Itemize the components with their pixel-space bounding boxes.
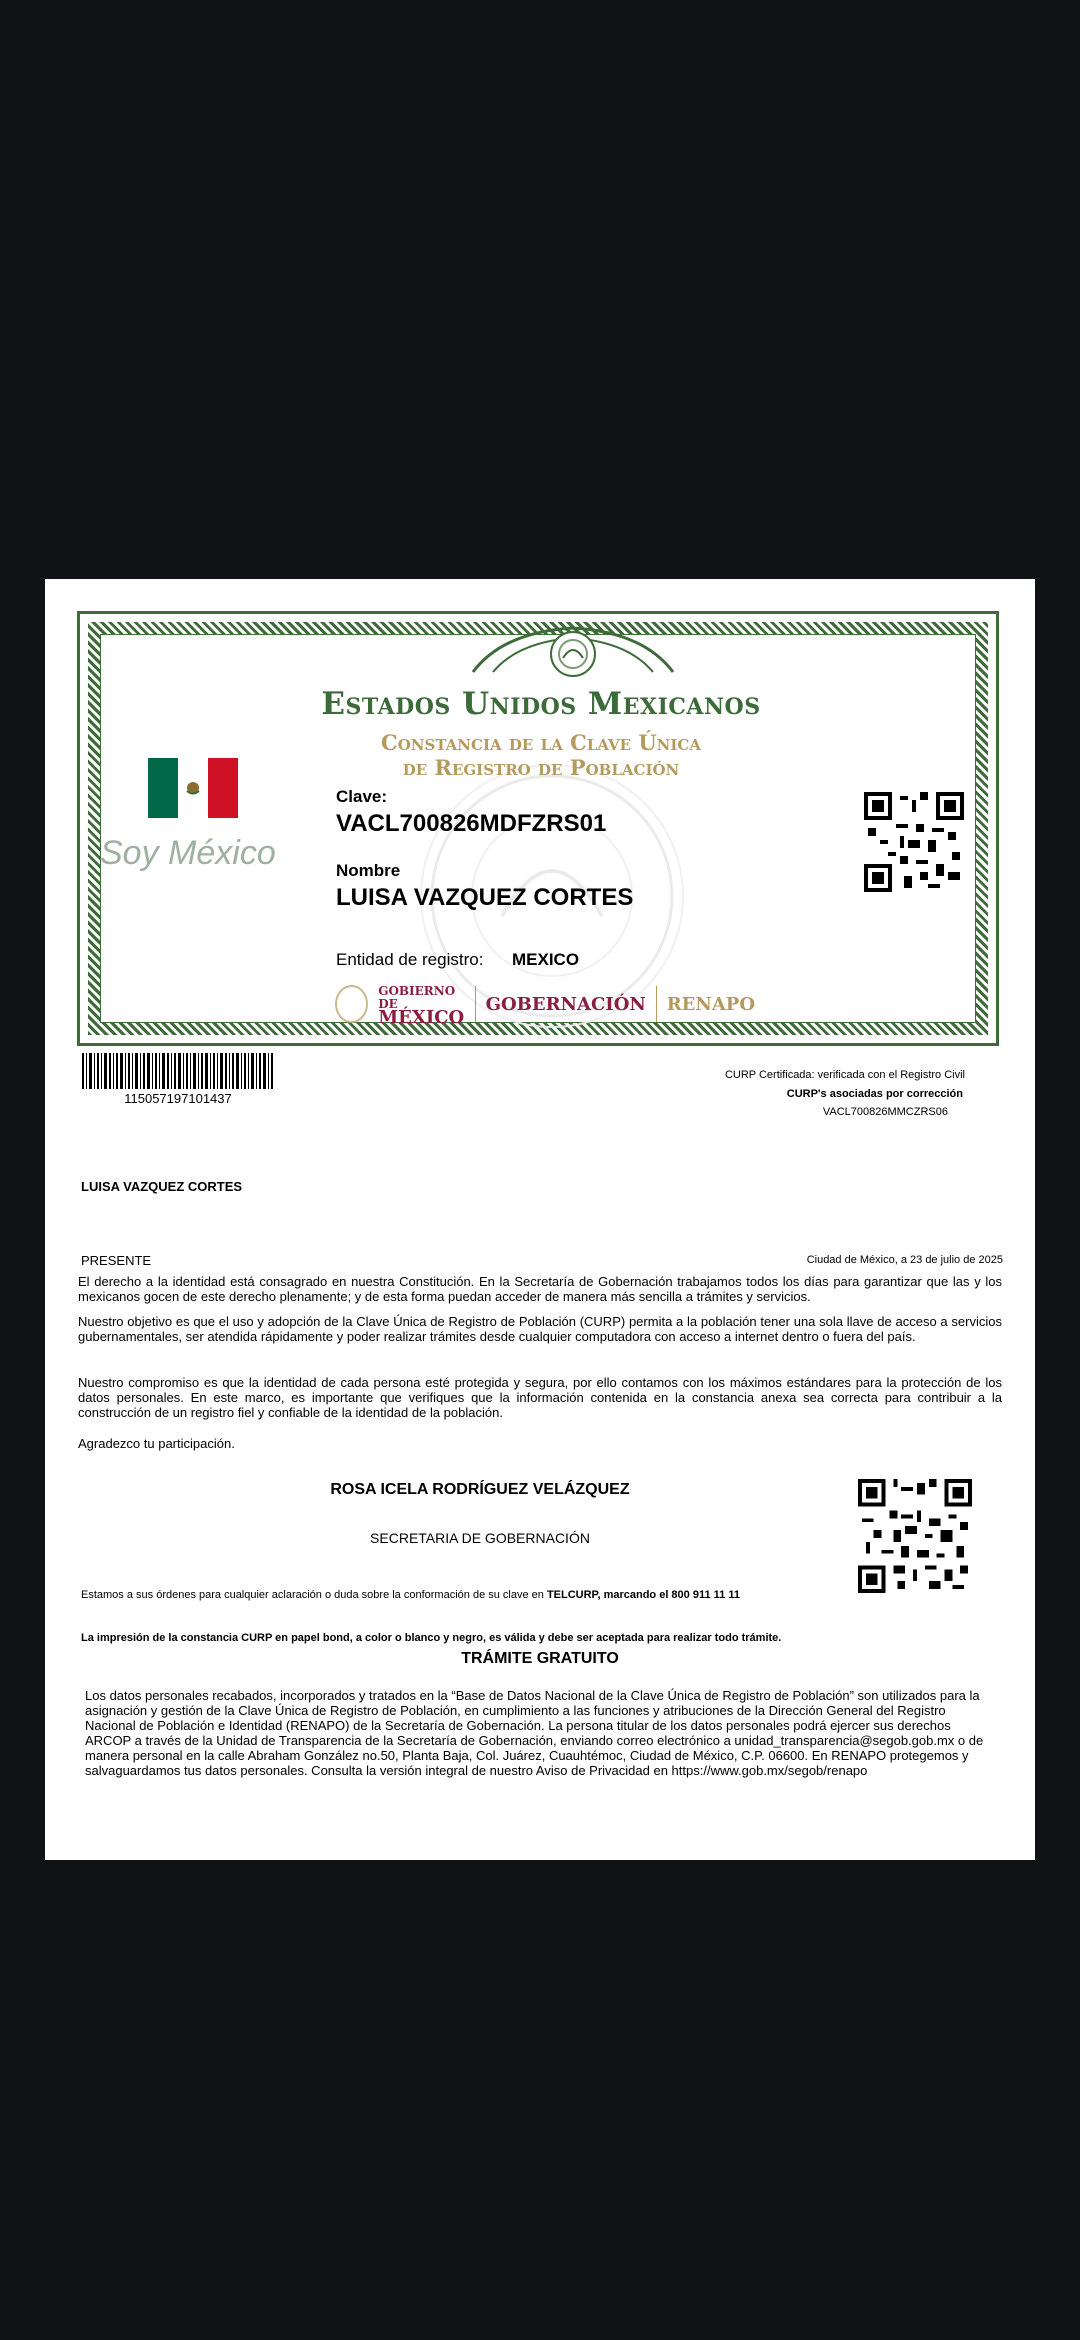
logo-divider	[656, 986, 657, 1022]
certificate-frame	[77, 611, 999, 1046]
nombre-label: Nombre	[336, 861, 401, 880]
clave-label: Clave:	[336, 787, 388, 806]
letter-paragraph: Nuestro objetivo es que el uso y adopción de la Clave Única de Registro de Población (CURP) permita a la población tener una sola llave de acceso a servicios gubernamentales, ser atendida rápidamente y poder realizar trámites desde cualquier computadora con acceso a internet dentro o fuera del país.	[78, 1314, 1002, 1344]
certification-status: CURP Certificada: verificada con el Registro Civil	[724, 1069, 965, 1081]
gobierno-de-mexico-logo: GOBIERNO DE MÉXICO	[378, 983, 465, 1028]
signature-qr-code	[858, 1479, 972, 1593]
nombre-value: LUISA VAZQUEZ CORTES	[336, 884, 634, 911]
soy-mexico-slogan: Soy México	[100, 834, 276, 872]
letter-closing: Agradezco tu participación.	[78, 1436, 235, 1451]
associated-curps-label: CURP's asociadas por corrección	[786, 1088, 963, 1100]
curp-document	[45, 579, 1035, 1860]
subtitle-line-1: Constancia de la Clave Única	[381, 730, 701, 755]
subtitle-line-2: de Registro de Población	[402, 755, 680, 780]
free-procedure-label: TRÁMITE GRATUITO	[461, 1650, 619, 1667]
letter-paragraph: El derecho a la identidad está consagrado en nuestra Constitución. En la Secretaría de Gobernación trabajamos todos los días para garantizar que las y los mexicanos gocen de este derecho plenamente; y de esta forma puedan acceder de manera más sencilla a trámites y servicios.	[78, 1274, 1002, 1304]
signer-name: ROSA ICELA RODRÍGUEZ VELÁZQUEZ	[330, 1481, 630, 1498]
gobierno-seal-icon	[335, 985, 368, 1023]
letter-place-date: Ciudad de México, a 23 de julio de 2025	[806, 1254, 1003, 1266]
letter-addressee: LUISA VAZQUEZ CORTES	[81, 1179, 243, 1194]
privacy-notice: Los datos personales recabados, incorporados y tratados en la “Base de Datos Nacional de la Clave Única de Registro de Población” son utilizados para la asignación y gestión de la Clave Única de Registro de Población, en cumplimiento a las funciones y atribuciones de la Dirección General del Registro Nacional de Población e Identidad (RENAPO) de la Secretaría de Gobernación. La persona titular de los datos personales podrá ejercer sus derechos ARCOP a través de la Unidad de Transparencia de la Secretaría de Gobernación, enviando correo electrónico a unidad_transparencia@segob.gob.mx o de manera personal en la calle Abraham González no.50, Planta Baja, Col. Juárez, Cuauhtémoc, Ciudad de México, C.P. 06600. En RENAPO protegemos y salvaguardamos tus datos personales. Consulta la versión integral de nuestro Aviso de Privacidad en https://www.gob.mx/segob/renapo	[85, 1688, 984, 1778]
letter-paragraph: Nuestro compromiso es que la identidad de cada persona esté protegida y segura, por ello contamos con los máximos estándares para la protección de los datos personales. En este marco, es importante que verifiques que la información contenida en la constancia anexa sea correcta para contribuir a la construcción de un registro fiel y confiable de la identidad de la población.	[78, 1375, 1002, 1420]
telcurp-phone: TELCURP, marcando el 800 911 11 11	[546, 1589, 740, 1601]
contact-note: Estamos a sus órdenes para cualquier aclaración o duda sobre la conformación de su clave en TELCURP, marcando el 800 911 11 11	[81, 1589, 740, 1601]
signer-title: SECRETARIA DE GOBERNACIÓN	[370, 1530, 590, 1546]
associated-curp-value: VACL700826MMCZRS06	[822, 1106, 948, 1118]
mexico-flag-icon	[148, 758, 238, 818]
government-logos	[335, 982, 755, 1026]
barcode-number: 115057197101437	[124, 1091, 232, 1106]
logo-divider	[475, 986, 476, 1022]
certificate-title: Estados Unidos Mexicanos	[321, 686, 761, 722]
print-validity-note: La impresión de la constancia CURP en papel bond, a color o blanco y negro, es válida y debe ser aceptada para realizar todo trámite.	[81, 1632, 782, 1644]
gobernacion-logo: GOBERNACIÓN	[485, 993, 646, 1015]
renapo-logo: RENAPO	[666, 993, 755, 1015]
entidad-label: Entidad de registro:	[336, 950, 484, 969]
certificate-qr-code	[864, 792, 964, 892]
letter-greeting: PRESENTE	[81, 1253, 152, 1268]
curp-value: VACL700826MDFZRS01	[336, 810, 607, 837]
barcode	[82, 1053, 274, 1089]
entidad-value: MEXICO	[512, 950, 580, 969]
national-emblem-icon	[463, 622, 683, 680]
